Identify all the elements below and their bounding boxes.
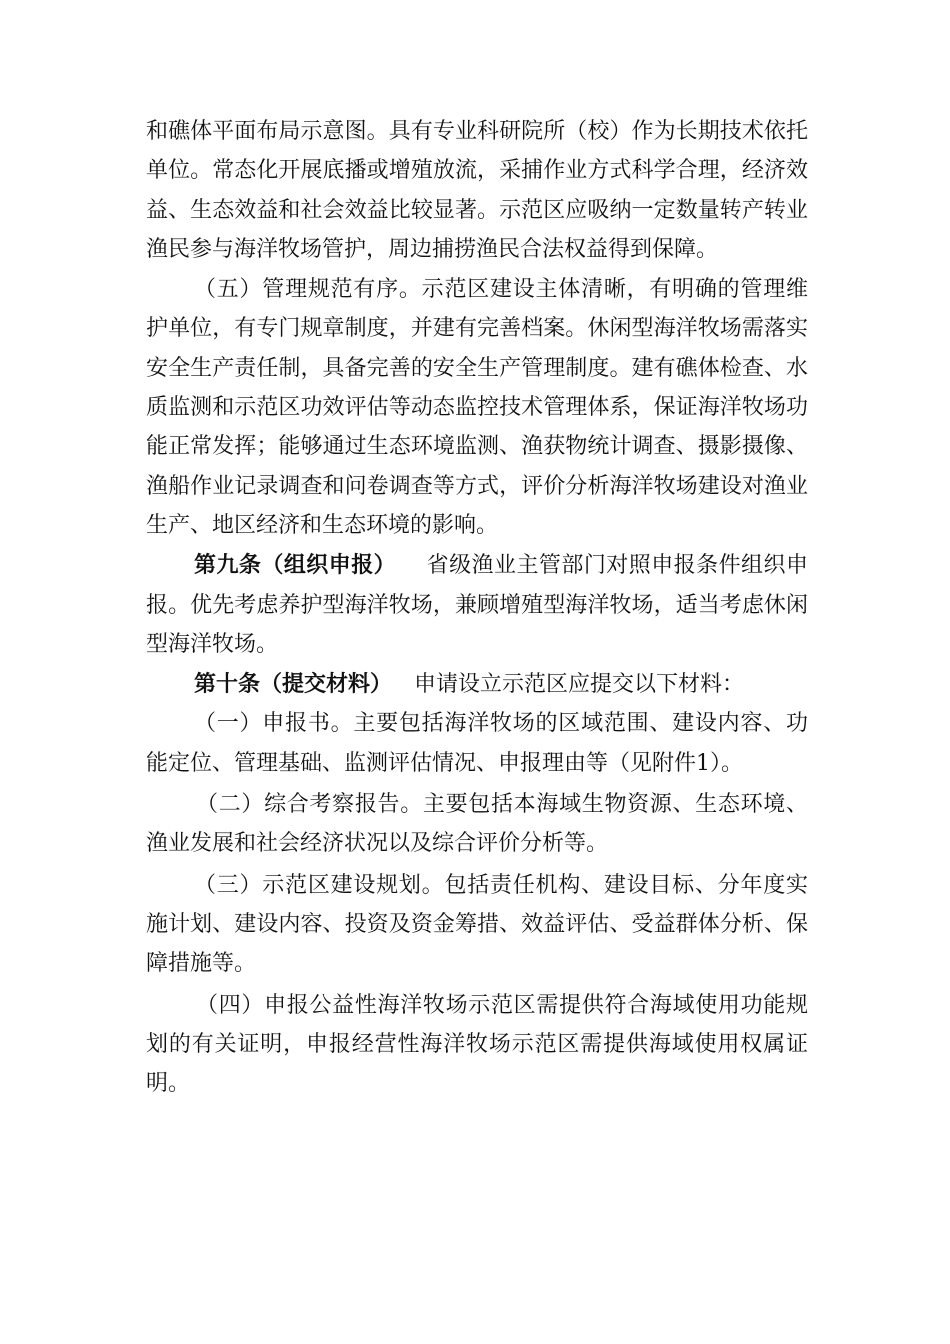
- document-body: [146, 112, 808, 1103]
- list-item-3: （三）示范区建设规划。包括责任机构、建设目标、分年度实施计划、建设内容、投资及资金筹措、效益评估、受益群体分析、保障措施等。: [146, 872, 808, 977]
- article-9-title: 第九条（组织申报）: [194, 553, 397, 579]
- article-10-title: 第十条（提交材料）: [194, 672, 393, 698]
- paragraph-continuation: 和礁体平面布局示意图。具有专业科研院所（校）作为长期技术依托单位。常态化开展底播或增殖放流，采捕作业方式科学合理，经济效益、生态效益和社会效益比较显著。示范区应吸纳一定数量转产转业渔民参与海洋牧场管护，周边捕捞渔民合法权益得到保障。: [146, 119, 808, 262]
- paragraph-management: （五）管理规范有序。示范区建设主体清晰，有明确的管理维护单位，有专门规章制度，并建有完善档案。休闲型海洋牧场需落实安全生产责任制，具备完善的安全生产管理制度。建有礁体检查、水质监测和示范区功效评估等动态监控技术管理体系，保证海洋牧场功能正常发挥；能够通过生态环境监测、渔获物统计调查、摄影摄像、渔船作业记录调查和问卷调查等方式，评价分析海洋牧场建设对渔业生产、地区经济和生态环境的影响。: [146, 277, 808, 538]
- article-9: [146, 546, 808, 664]
- article-9-body: 省级渔业主管部门对照申报条件组织申报。优先考虑养护型海洋牧场，兼顾增殖型海洋牧场，适当考虑休闲型海洋牧场。: [146, 553, 808, 657]
- list-item-2: （二）综合考察报告。主要包括本海域生物资源、生态环境、渔业发展和社会经济状况以及综合评价分析等。: [146, 792, 808, 857]
- list-item-1: （一）申报书。主要包括海洋牧场的区域范围、建设内容、功能定位、管理基础、监测评估情况、申报理由等（见附件1）。: [146, 711, 808, 776]
- article-10: [146, 665, 808, 704]
- article-10-body: 申请设立示范区应提交以下材料：: [414, 672, 745, 698]
- list-item-4: （四）申报公益性海洋牧场示范区需提供符合海域使用功能规划的有关证明，申报经营性海洋牧场示范区需提供海域使用权属证明。: [146, 992, 808, 1097]
